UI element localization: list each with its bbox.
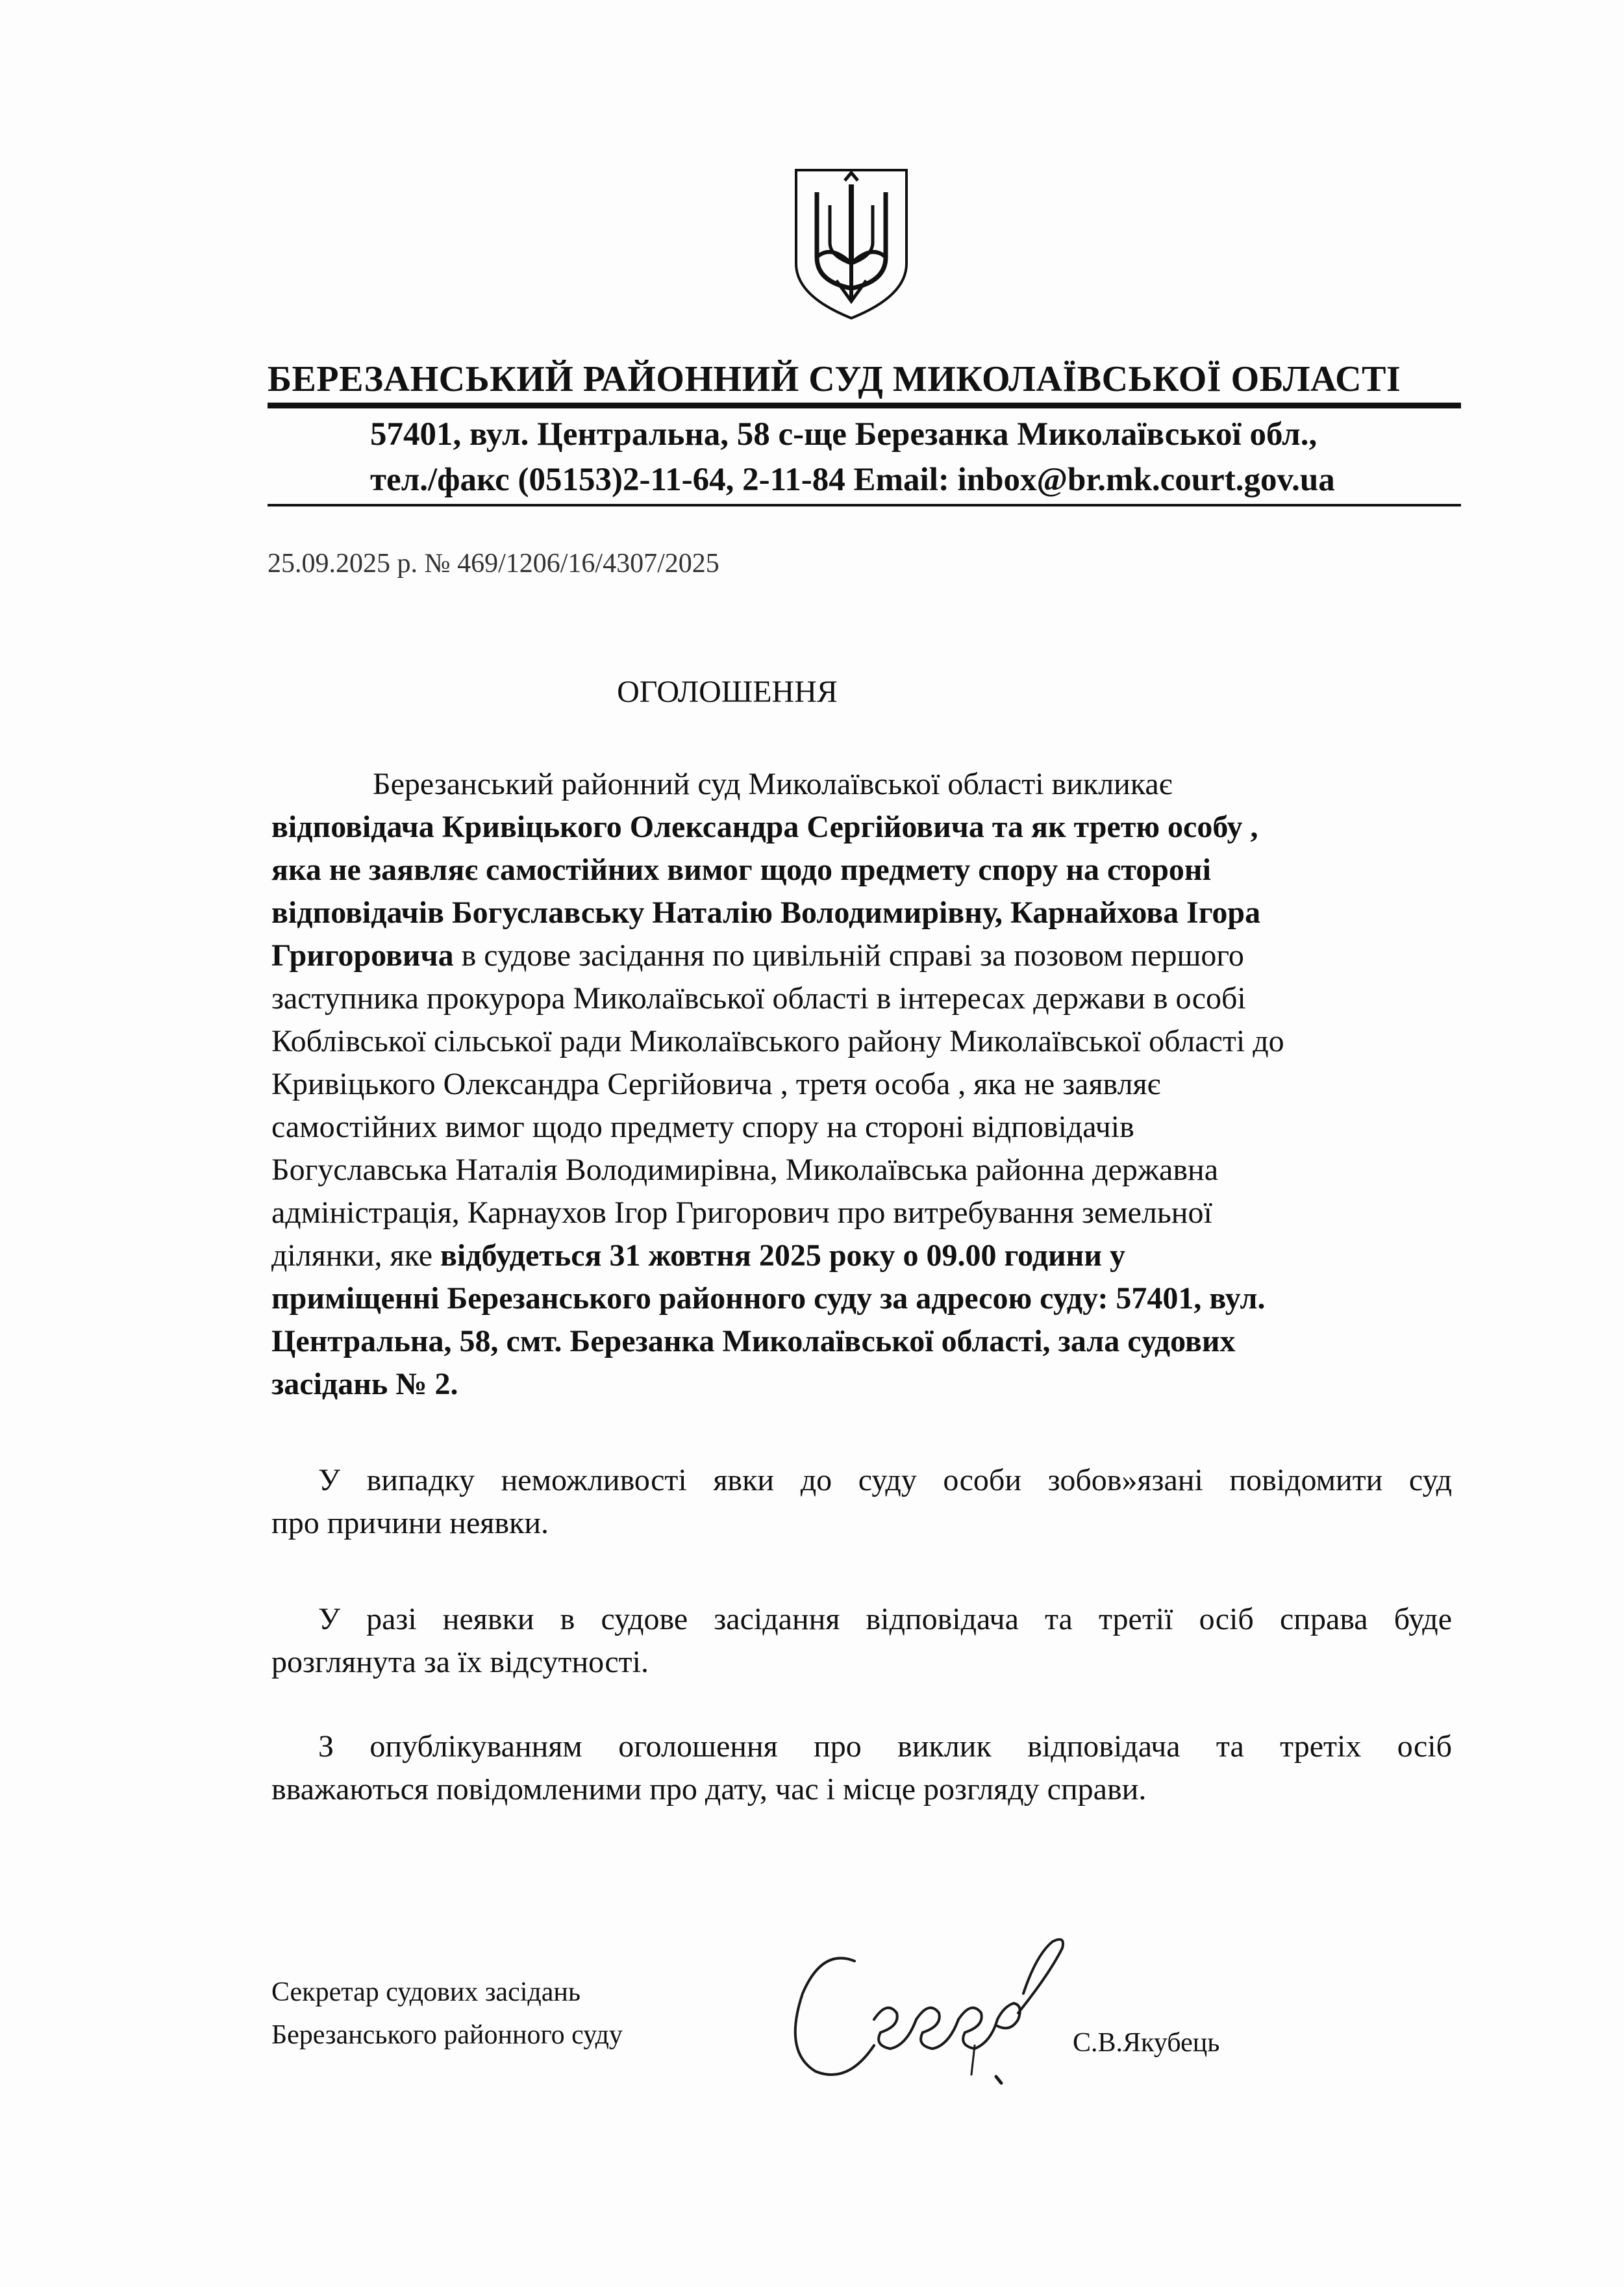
court-name: БЕРЕЗАНСЬКИЙ РАЙОННИЙ СУД МИКОЛАЇВСЬКОЇ ОБЛАСТІ: [268, 359, 1401, 399]
court-contacts: тел./факс (05153)2-11-64, 2-11-84 Email: inbox@br.mk.court.gov.ua: [370, 462, 1335, 498]
para2-line: про причини неявки.: [271, 1506, 549, 1540]
body-line: яка не заявляє самостійних вимог щодо предмету спору на стороні: [271, 853, 1211, 887]
header-divider-top: [268, 403, 1461, 408]
para3-line: У разі неявки в судове засідання відповідача та третії осіб справа буде: [318, 1602, 1452, 1636]
hearing-date: відбудеться 31 жовтня 2025 року о 09.00 години у: [440, 1238, 1125, 1273]
coat-of-arms-icon: [791, 166, 912, 322]
body-line: Кривіцького Олександра Сергійовича , третя особа , яка не заявляє: [271, 1067, 1161, 1101]
body-line: адміністрація, Карнаухов Ігор Григорович про витребування земельної: [271, 1195, 1212, 1230]
body-line: відповідачів Богуславську Наталію Володимирівну, Карнайхова Ігора: [271, 895, 1261, 930]
header-divider-bottom: [268, 504, 1461, 506]
para2-line: У випадку неможливості явки до суду особи зобов»язані повідомити суд: [318, 1463, 1452, 1497]
body-line: самостійних вимог щодо предмету спору на стороні відповідачів: [271, 1110, 1134, 1144]
body-line: Богуславська Наталія Володимирівна, Миколаївська районна державна: [271, 1153, 1218, 1187]
body-line: Березанський районний суд Миколаївської області викликає: [373, 767, 1173, 801]
signatory-court: Березанського районного суду: [271, 2020, 623, 2050]
signatory-title: Секретар судових засідань: [271, 1977, 581, 2007]
court-address: 57401, вул. Центральна, 58 с-ще Березанка Миколаївської обл.,: [370, 416, 1318, 453]
body-line: приміщенні Березанського районного суду за адресою суду: 57401, вул.: [271, 1281, 1266, 1316]
announcement-heading: ОГОЛОШЕННЯ: [617, 675, 838, 709]
reference-number: 25.09.2025 р. № 469/1206/16/4307/2025: [268, 549, 719, 579]
handwritten-signature: [777, 1922, 1101, 2097]
body-bold-fragment: Григоровича: [271, 938, 454, 973]
para4-line: З опублікуванням оголошення про виклик відповідача та третіх осіб: [318, 1729, 1452, 1764]
body-line: [271, 938, 1244, 973]
body-line: [271, 1238, 1125, 1273]
body-line: Центральна, 58, смт. Березанка Миколаївської області, зала судових: [271, 1324, 1236, 1358]
para3-line: розглянута за їх відсутності.: [271, 1645, 649, 1679]
body-fragment: ділянки, яке: [271, 1238, 440, 1273]
para4-line: вважаються повідомленими про дату, час і місце розгляду справи.: [271, 1772, 1147, 1806]
signatory-name: С.В.Якубець: [1073, 2028, 1220, 2058]
body-line: засідань № 2.: [271, 1367, 458, 1401]
body-fragment: в судове засідання по цивільній справі за позовом першого: [453, 938, 1244, 973]
body-line: Коблівської сільської ради Миколаївського району Миколаївської області до: [271, 1024, 1284, 1058]
body-line: відповідача Кривіцького Олександра Сергійовича та як третю особу ,: [271, 810, 1258, 844]
body-line: заступника прокурора Миколаївської області в інтересах держави в особі: [271, 981, 1246, 1016]
